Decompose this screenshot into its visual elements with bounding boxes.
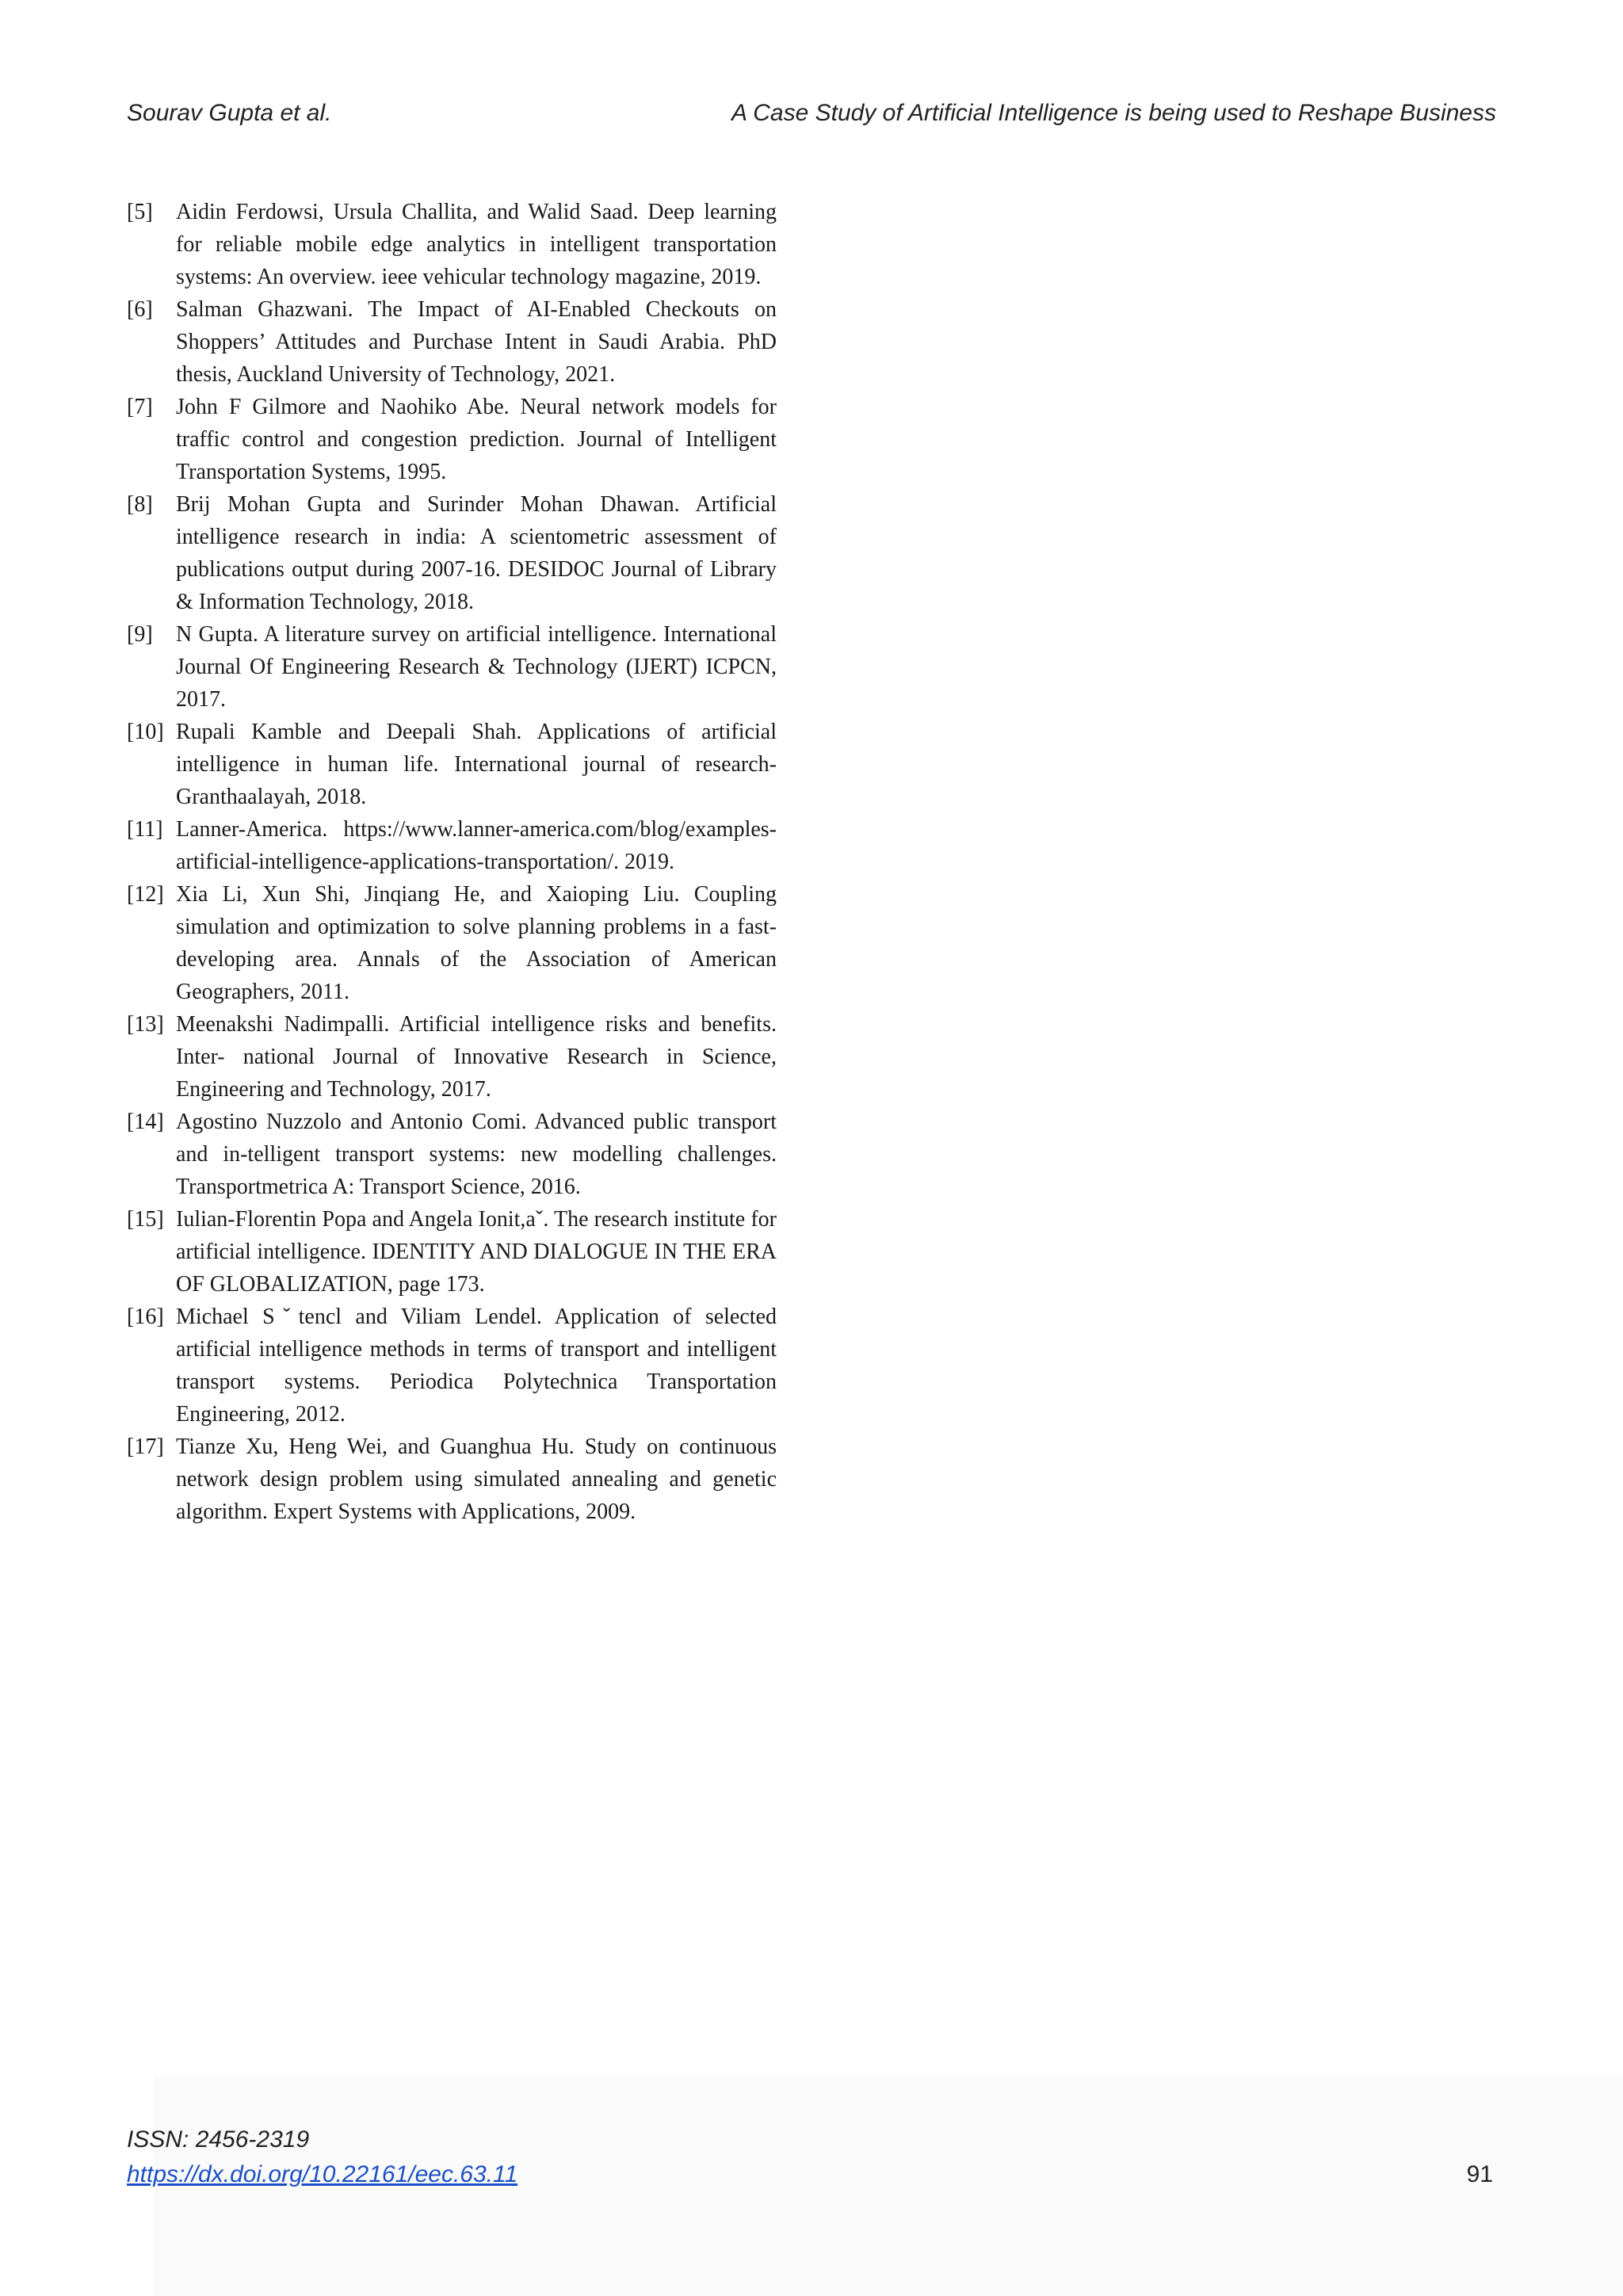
reference-text: Xia Li, Xun Shi, Jinqiang He, and Xaioping Liu. Coupling simulation and optimization to solve planning problems in a fast-developing area. Annals of the Association of American Geographers, 2011.	[176, 882, 777, 1004]
reference-text: Michael Sˇtencl and Viliam Lendel. Application of selected artificial intelligence methods in terms of transport and intelligent transport systems. Periodica Polytechnica Transportation Engineering, 2012.	[176, 1305, 777, 1427]
reference-number: [13]	[127, 1012, 164, 1037]
reference-text: Salman Ghazwani. The Impact of AI-Enabled Checkouts on Shoppers’ Attitudes and Purchase Intent in Saudi Arabia. PhD thesis, Auckland University of Technology, 2021.	[176, 297, 777, 387]
running-header	[127, 100, 1496, 135]
reference-text: Lanner-America. https://www.lanner-america.com/blog/examples- artificial-intelligence-applications-transportation/. 2019.	[176, 817, 777, 874]
reference-text: Iulian-Florentin Popa and Angela Ionit,aˇ. The research institute for artificial intelligence. IDENTITY AND DIALOGUE IN THE ERA OF GLOBALIZATION, page 173.	[176, 1207, 777, 1297]
reference-text: Tianze Xu, Heng Wei, and Guanghua Hu. Study on continuous network design problem using simulated annealing and genetic algorithm. Expert Systems with Applications, 2009.	[176, 1435, 777, 1524]
reference-item	[127, 813, 777, 878]
reference-number: [15]	[127, 1207, 164, 1232]
reference-number: [5]	[127, 200, 153, 224]
reference-item	[127, 878, 777, 1008]
reference-item	[127, 488, 777, 618]
reference-list	[127, 196, 777, 1528]
reference-item	[127, 1203, 777, 1301]
reference-text: Agostino Nuzzolo and Antonio Comi. Advanced public transport and in-telligent transport systems: new modelling challenges. Transportmetrica A: Transport Science, 2016.	[176, 1110, 777, 1199]
reference-text: Aidin Ferdowsi, Ursula Challita, and Walid Saad. Deep learning for reliable mobile edge analytics in intelligent transportation systems: An overview. ieee vehicular technology magazine, 2019.	[176, 200, 777, 289]
reference-item	[127, 1008, 777, 1106]
reference-number: [17]	[127, 1435, 164, 1459]
reference-text: John F Gilmore and Naohiko Abe. Neural network models for traffic control and congestion prediction. Journal of Intelligent Transportation Systems, 1995.	[176, 395, 777, 484]
reference-item	[127, 716, 777, 813]
page-number: 91	[1466, 2161, 1493, 2187]
reference-number: [10]	[127, 720, 164, 744]
reference-item	[127, 293, 777, 391]
reference-item	[127, 196, 777, 293]
reference-text: Brij Mohan Gupta and Surinder Mohan Dhawan. Artificial intelligence research in india: A scientometric assessment of publications output during 2007-16. DESIDOC Journal of Library & Information Technology, 2018.	[176, 492, 777, 614]
reference-number: [14]	[127, 1110, 164, 1134]
reference-number: [16]	[127, 1305, 164, 1329]
header-title: A Case Study of Artificial Intelligence is being used to Reshape Business	[731, 100, 1496, 126]
reference-text: Meenakshi Nadimpalli. Artificial intelligence risks and benefits. Inter- national Journal of Innovative Research in Science, Engineering and Technology, 2017.	[176, 1012, 777, 1102]
reference-number: [11]	[127, 817, 163, 842]
reference-text: N Gupta. A literature survey on artificial intelligence. International Journal Of Engineering Research & Technology (IJERT) ICPCN, 2017.	[176, 622, 777, 712]
page-footer	[127, 2122, 1496, 2192]
reference-text: Rupali Kamble and Deepali Shah. Applications of artificial intelligence in human life. International journal of research-Granthaalayah, 2018.	[176, 720, 777, 809]
reference-number: [9]	[127, 622, 153, 647]
reference-item	[127, 391, 777, 488]
reference-number: [7]	[127, 395, 153, 419]
reference-item	[127, 1431, 777, 1528]
reference-item	[127, 618, 777, 716]
reference-item	[127, 1301, 777, 1431]
reference-item	[127, 1106, 777, 1203]
reference-number: [8]	[127, 492, 153, 517]
issn-label: ISSN: 2456-2319	[127, 2126, 310, 2153]
reference-number: [6]	[127, 297, 153, 322]
doi-link[interactable]: https://dx.doi.org/10.22161/eec.63.11	[127, 2161, 518, 2187]
header-authors: Sourav Gupta et al.	[127, 100, 332, 126]
reference-number: [12]	[127, 882, 164, 907]
